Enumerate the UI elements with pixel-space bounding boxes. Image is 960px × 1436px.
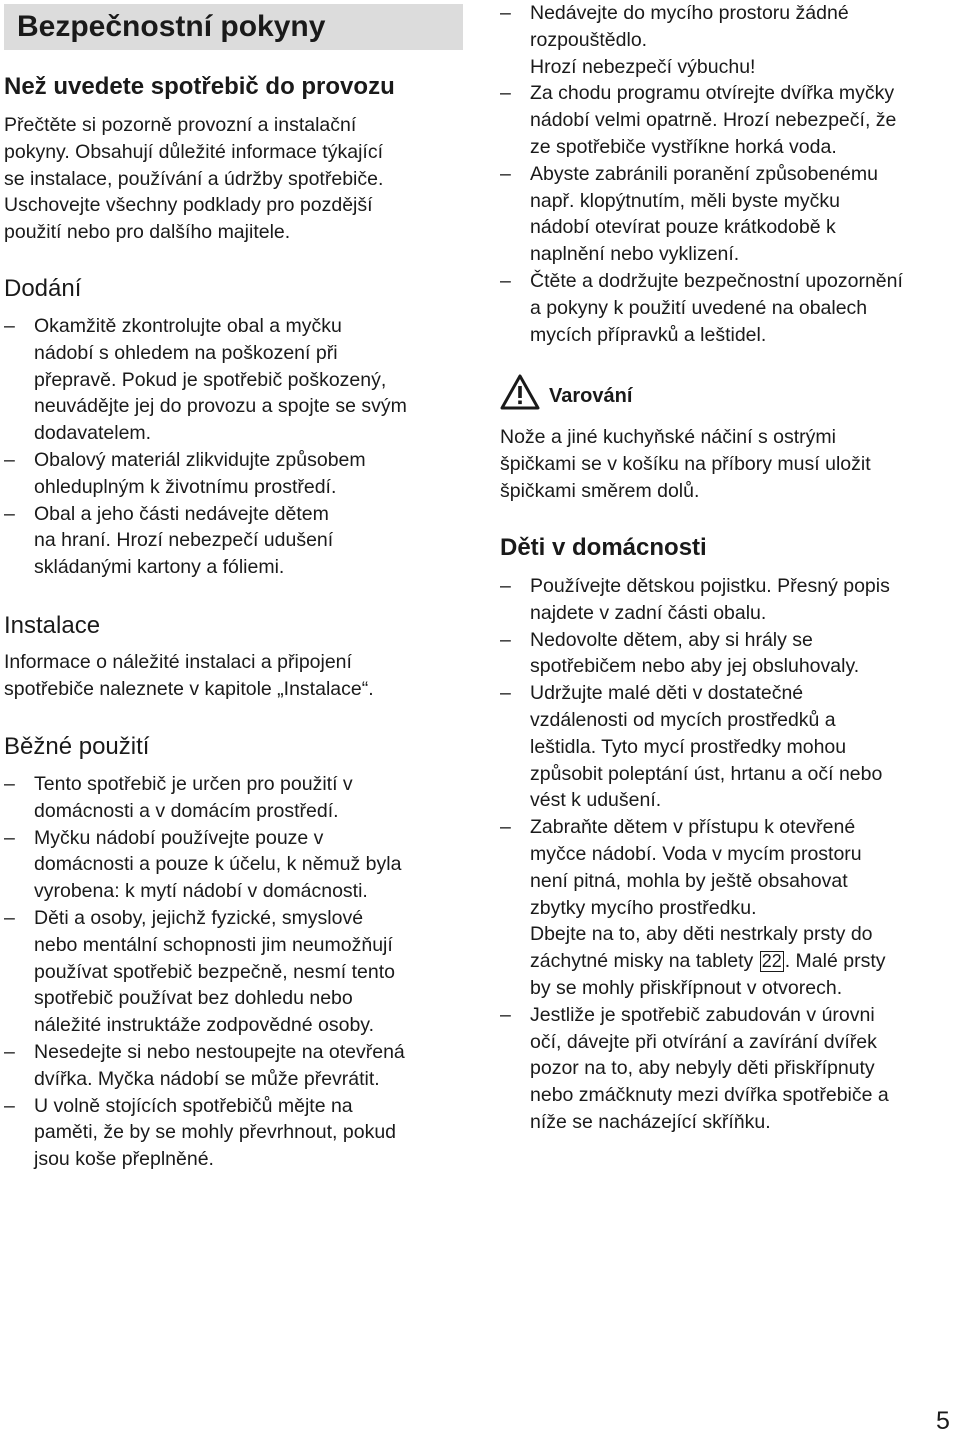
list-item xyxy=(500,573,958,627)
text-line: vést k udušení. xyxy=(530,789,662,812)
list-item xyxy=(500,80,958,160)
paragraph-warning xyxy=(500,424,871,504)
text-line: Obalový materiál zlikvidujte způsobem xyxy=(34,448,366,471)
dash-bullet: – xyxy=(4,448,15,471)
text-line: pozor na to, aby nebyly děti přiskřípnuty xyxy=(530,1057,875,1080)
text-line xyxy=(530,948,958,975)
text-line: vyrobena: k mytí nádobí v domácnosti. xyxy=(34,880,368,903)
text-line: domácnosti a v domácím prostředí. xyxy=(34,799,339,822)
section-banner-title: Bezpečnostní pokyny xyxy=(4,4,463,50)
text-line: Obal a jeho části nedávejte dětem xyxy=(34,502,329,525)
text-line: pokyny. Obsahují důležité informace týkající xyxy=(4,140,383,163)
list-item xyxy=(500,1002,958,1136)
text-line: vzdálenosti od mycích prostředků a xyxy=(530,708,836,731)
heading-children: Děti v domácnosti xyxy=(500,534,707,561)
text-line: nebo mentální schopnosti jim neumožňují xyxy=(34,933,393,956)
text-line: dvířka. Myčka nádobí se může převrátit. xyxy=(34,1067,380,1090)
text-line: Abyste zabránili poranění způsobenému xyxy=(530,162,878,185)
text-line: nebo zmáčknuty mezi dvířka spotřebiče a xyxy=(530,1084,889,1107)
text-line: používat spotřebič bezpečně, nesmí tento xyxy=(34,960,395,983)
text-line: na hraní. Hrozí nebezpečí udušení xyxy=(34,529,334,552)
text-line: Tento spotřebič je určen pro použití v xyxy=(34,773,353,795)
text-line: očí, dávejte při otvírání a zavírání dvířek xyxy=(530,1030,877,1053)
dash-bullet: – xyxy=(4,773,15,795)
list-item xyxy=(4,1039,474,1093)
dash-bullet: – xyxy=(500,575,511,597)
text-line: Uschovejte všechny podklady pro pozdější xyxy=(4,194,373,217)
text-line: náležité instruktáže zodpovědné osoby. xyxy=(34,1014,375,1037)
text-line: Dbejte na to, aby děti nestrkaly prsty do xyxy=(530,923,873,946)
text-line: Myčku nádobí používejte pouze v xyxy=(34,826,324,849)
list-item xyxy=(500,161,958,268)
dash-bullet: – xyxy=(4,315,15,337)
list-item xyxy=(500,680,958,814)
text-line: leštidla. Tyto mycí prostředky mohou xyxy=(530,735,847,758)
text-line: Nedávejte do mycího prostoru žádné xyxy=(530,2,849,24)
text-line: by se mohly přiskřípnout v otvorech. xyxy=(530,976,843,999)
text-line: najdete v zadní části obalu. xyxy=(530,601,767,624)
dash-bullet: – xyxy=(4,906,15,929)
dash-bullet: – xyxy=(500,162,511,185)
text-line: Za chodu programu otvírejte dvířka myčky xyxy=(530,82,895,105)
text-line: způsobit poleptání úst, hrtanu a očí nebo xyxy=(530,762,883,785)
text-line: skládanými kartony a fóliemi. xyxy=(34,556,285,579)
text-line: spotřebič používat bez dohledu nebo xyxy=(34,987,353,1010)
text-line: Hrozí nebezpečí výbuchu! xyxy=(530,55,756,78)
list-item xyxy=(4,501,474,581)
text-fragment: . Malé prsty xyxy=(784,950,886,973)
text-line: ohleduplným k životnímu prostředí. xyxy=(34,475,337,498)
text-line: špičkami se v košíku na příbory musí uložit xyxy=(500,452,871,475)
text-line: není pitná, mohla by ještě obsahovat xyxy=(530,869,848,892)
dash-bullet: – xyxy=(500,628,511,651)
list-item xyxy=(4,771,474,825)
dash-bullet: – xyxy=(500,682,511,705)
heading-normal-use: Běžné použití xyxy=(4,733,150,760)
text-line: Nože a jiné kuchyňské náčiní s ostrými xyxy=(500,426,836,448)
text-line: níže se nacházející skříňku. xyxy=(530,1110,771,1133)
dash-bullet: – xyxy=(500,269,511,292)
text-line: spotřebiče naleznete v kapitole „Instalace“. xyxy=(4,677,374,700)
text-line: spotřebičem nebo aby jej obsluhovaly. xyxy=(530,655,860,678)
text-line: přepravě. Pokud je spotřebič poškozený, xyxy=(34,368,387,391)
text-line: nádobí otevírat pouze krátkodobě k xyxy=(530,216,836,239)
text-line: ze spotřebiče vystříkne horká voda. xyxy=(530,135,837,158)
paragraph-installation xyxy=(4,649,374,703)
list-item xyxy=(4,905,474,1039)
warning-label: Varování xyxy=(549,385,633,407)
text-line: a pokyny k použití uvedené na obalech xyxy=(530,296,868,319)
list-item xyxy=(500,814,958,1002)
heading-delivery: Dodání xyxy=(4,275,82,302)
text-line: rozpouštědlo. xyxy=(530,28,648,51)
dash-bullet: – xyxy=(4,502,15,525)
text-fragment: záchytné misky na tablety xyxy=(530,950,759,973)
heading-installation: Instalace xyxy=(4,612,101,639)
paragraph-before-use xyxy=(4,112,383,246)
text-line: Udržujte malé děti v dostatečné xyxy=(530,682,804,705)
list-item xyxy=(4,313,474,447)
list-item xyxy=(4,1093,474,1173)
dash-bullet: – xyxy=(500,1003,511,1026)
text-line: použití nebo pro dalšího majitele. xyxy=(4,221,291,244)
list-item xyxy=(500,268,958,348)
text-line: Čtěte a dodržujte bezpečnostní upozornění xyxy=(530,269,903,292)
children-list xyxy=(500,573,958,1136)
dash-bullet: – xyxy=(4,1040,15,1063)
text-line: naplnění nebo vyklizení. xyxy=(530,243,740,266)
page-number: 5 xyxy=(936,1407,950,1435)
dash-bullet: – xyxy=(500,816,511,839)
text-line: Jestliže je spotřebič zabudován v úrovni xyxy=(530,1003,875,1026)
text-line: jsou koše přeplněné. xyxy=(34,1148,214,1171)
text-line: dodavatelem. xyxy=(34,422,152,445)
text-line: Zabraňte dětem v přístupu k otevřené xyxy=(530,816,856,839)
text-line: Okamžitě zkontrolujte obal a myčku xyxy=(34,315,342,337)
dash-bullet: – xyxy=(4,826,15,849)
text-line: mycích přípravků a leštidel. xyxy=(530,323,767,346)
text-line: Nesedejte si nebo nestoupejte na otevřená xyxy=(34,1040,405,1063)
text-line: špičkami směrem dolů. xyxy=(500,479,700,502)
list-item xyxy=(4,825,474,905)
text-line: domácnosti a pouze k účelu, k němuž byla xyxy=(34,853,402,876)
text-line: neuvádějte jej do provozu a spojte se svým xyxy=(34,395,407,418)
dash-bullet: – xyxy=(4,1094,15,1117)
text-line: zbytky mycího prostředku. xyxy=(530,896,757,919)
delivery-list xyxy=(4,313,474,581)
safety-continued-list xyxy=(500,0,958,348)
text-line: se instalace, používání a údržby spotřebiče. xyxy=(4,167,384,190)
heading-before-use: Než uvedete spotřebič do provozu xyxy=(4,73,395,100)
text-line: myčce nádobí. Voda v mycím prostoru xyxy=(530,842,862,865)
warning-triangle-icon xyxy=(500,373,540,411)
text-line: Používejte dětskou pojistku. Přesný popis xyxy=(530,575,890,597)
text-line: Přečtěte si pozorně provozní a instalační xyxy=(4,114,357,136)
text-line: Děti a osoby, jejichž fyzické, smyslové xyxy=(34,906,364,929)
list-item xyxy=(500,0,958,80)
dash-bullet: – xyxy=(500,2,511,24)
normal-use-list xyxy=(4,771,474,1173)
text-line: např. klopýtnutím, měli byste myčku xyxy=(530,189,840,212)
text-line: nádobí s ohledem na poškození při xyxy=(34,341,338,364)
list-item xyxy=(4,447,474,501)
text-line: nádobí velmi opatrně. Hrozí nebezpečí, že xyxy=(530,109,897,132)
list-item xyxy=(500,627,958,681)
text-line: Nedovolte dětem, aby si hrály se xyxy=(530,628,813,651)
text-line: Informace o náležité instalaci a připojení xyxy=(4,651,352,673)
dash-bullet: – xyxy=(500,82,511,105)
text-line: paměti, že by se mohly převrhnout, pokud xyxy=(34,1121,397,1144)
figure-reference-box: 22 xyxy=(761,951,782,972)
text-line: U volně stojících spotřebičů mějte na xyxy=(34,1094,353,1117)
